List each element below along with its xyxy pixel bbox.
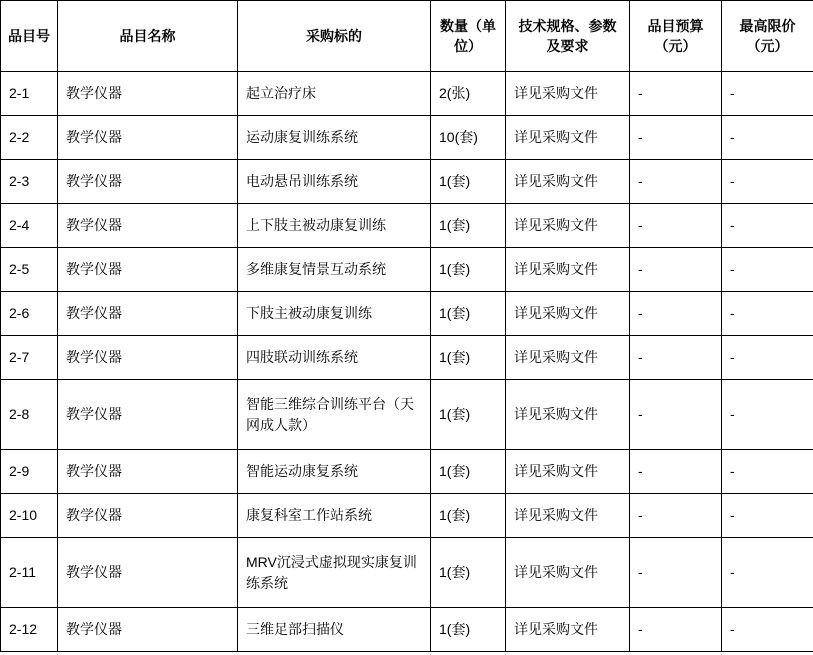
cell-tech-spec: 详见采购文件 [506, 160, 630, 204]
table-body [1, 72, 813, 652]
cell-quantity: 1(套) [431, 248, 506, 292]
cell-tech-spec: 详见采购文件 [506, 538, 630, 608]
cell-procurement-target: 运动康复训练系统 [238, 116, 431, 160]
table-row [1, 292, 813, 336]
cell-price-cap: - [722, 204, 813, 248]
cell-price-cap: - [722, 450, 813, 494]
cell-tech-spec: 详见采购文件 [506, 248, 630, 292]
cell-procurement-target: 上下肢主被动康复训练 [238, 204, 431, 248]
cell-price-cap: - [722, 538, 813, 608]
cell-tech-spec: 详见采购文件 [506, 380, 630, 450]
cell-item-budget: - [630, 248, 722, 292]
cell-item-budget: - [630, 72, 722, 116]
cell-tech-spec: 详见采购文件 [506, 116, 630, 160]
cell-item-budget: - [630, 160, 722, 204]
cell-quantity: 2(张) [431, 72, 506, 116]
cell-price-cap: - [722, 380, 813, 450]
cell-item-budget: - [630, 608, 722, 652]
cell-tech-spec: 详见采购文件 [506, 204, 630, 248]
cell-quantity: 1(套) [431, 538, 506, 608]
cell-price-cap: - [722, 116, 813, 160]
cell-price-cap: - [722, 336, 813, 380]
column-header-price-cap: 最高限价（元） [722, 1, 813, 72]
cell-quantity: 1(套) [431, 450, 506, 494]
cell-procurement-target: 下肢主被动康复训练 [238, 292, 431, 336]
cell-item-name: 教学仪器 [58, 336, 238, 380]
cell-item-budget: - [630, 204, 722, 248]
cell-procurement-target: 电动悬吊训练系统 [238, 160, 431, 204]
table-row [1, 160, 813, 204]
cell-item-name: 教学仪器 [58, 160, 238, 204]
cell-quantity: 1(套) [431, 160, 506, 204]
cell-procurement-target: 康复科室工作站系统 [238, 494, 431, 538]
table-header-row [1, 1, 813, 72]
cell-price-cap: - [722, 292, 813, 336]
cell-item-code: 2-1 [1, 72, 58, 116]
cell-quantity: 1(套) [431, 204, 506, 248]
cell-quantity: 1(套) [431, 608, 506, 652]
cell-procurement-target: 智能运动康复系统 [238, 450, 431, 494]
cell-item-name: 教学仪器 [58, 72, 238, 116]
cell-item-code: 2-8 [1, 380, 58, 450]
cell-item-budget: - [630, 336, 722, 380]
table-row [1, 538, 813, 608]
cell-item-name: 教学仪器 [58, 248, 238, 292]
cell-item-name: 教学仪器 [58, 116, 238, 160]
cell-item-code: 2-2 [1, 116, 58, 160]
cell-quantity: 1(套) [431, 380, 506, 450]
table-row [1, 116, 813, 160]
cell-item-name: 教学仪器 [58, 292, 238, 336]
table-row [1, 494, 813, 538]
column-header-item-code: 品目号 [1, 1, 58, 72]
cell-tech-spec: 详见采购文件 [506, 292, 630, 336]
cell-tech-spec: 详见采购文件 [506, 72, 630, 116]
cell-price-cap: - [722, 494, 813, 538]
cell-tech-spec: 详见采购文件 [506, 494, 630, 538]
column-header-tech-spec: 技术规格、参数及要求 [506, 1, 630, 72]
column-header-procurement-target: 采购标的 [238, 1, 431, 72]
cell-item-code: 2-11 [1, 538, 58, 608]
cell-item-code: 2-7 [1, 336, 58, 380]
table-row [1, 608, 813, 652]
cell-procurement-target: 多维康复情景互动系统 [238, 248, 431, 292]
cell-item-budget: - [630, 292, 722, 336]
cell-item-budget: - [630, 380, 722, 450]
cell-quantity: 1(套) [431, 494, 506, 538]
table-row [1, 450, 813, 494]
cell-item-name: 教学仪器 [58, 538, 238, 608]
cell-item-name: 教学仪器 [58, 380, 238, 450]
cell-price-cap: - [722, 160, 813, 204]
cell-tech-spec: 详见采购文件 [506, 336, 630, 380]
cell-procurement-target: 三维足部扫描仪 [238, 608, 431, 652]
table-header [1, 1, 813, 72]
cell-item-budget: - [630, 538, 722, 608]
cell-item-name: 教学仪器 [58, 608, 238, 652]
cell-quantity: 10(套) [431, 116, 506, 160]
cell-item-code: 2-4 [1, 204, 58, 248]
cell-item-name: 教学仪器 [58, 450, 238, 494]
cell-item-code: 2-12 [1, 608, 58, 652]
column-header-quantity-unit: 数量（单位） [431, 1, 506, 72]
table-row [1, 336, 813, 380]
cell-price-cap: - [722, 72, 813, 116]
column-header-item-budget: 品目预算（元） [630, 1, 722, 72]
cell-item-budget: - [630, 116, 722, 160]
cell-item-code: 2-3 [1, 160, 58, 204]
cell-item-code: 2-5 [1, 248, 58, 292]
cell-item-code: 2-10 [1, 494, 58, 538]
cell-tech-spec: 详见采购文件 [506, 450, 630, 494]
table-row [1, 380, 813, 450]
cell-price-cap: - [722, 608, 813, 652]
table-row [1, 204, 813, 248]
cell-item-name: 教学仪器 [58, 494, 238, 538]
cell-tech-spec: 详见采购文件 [506, 608, 630, 652]
cell-item-name: 教学仪器 [58, 204, 238, 248]
cell-quantity: 1(套) [431, 336, 506, 380]
cell-item-budget: - [630, 494, 722, 538]
cell-item-budget: - [630, 450, 722, 494]
cell-item-code: 2-6 [1, 292, 58, 336]
cell-procurement-target: 四肢联动训练系统 [238, 336, 431, 380]
cell-item-code: 2-9 [1, 450, 58, 494]
cell-price-cap: - [722, 248, 813, 292]
cell-procurement-target: 智能三维综合训练平台（天网成人款） [238, 380, 431, 450]
cell-procurement-target: 起立治疗床 [238, 72, 431, 116]
cell-procurement-target: MRV沉浸式虚拟现实康复训练系统 [238, 538, 431, 608]
table-row [1, 72, 813, 116]
column-header-item-name: 品目名称 [58, 1, 238, 72]
table-row [1, 248, 813, 292]
cell-quantity: 1(套) [431, 292, 506, 336]
